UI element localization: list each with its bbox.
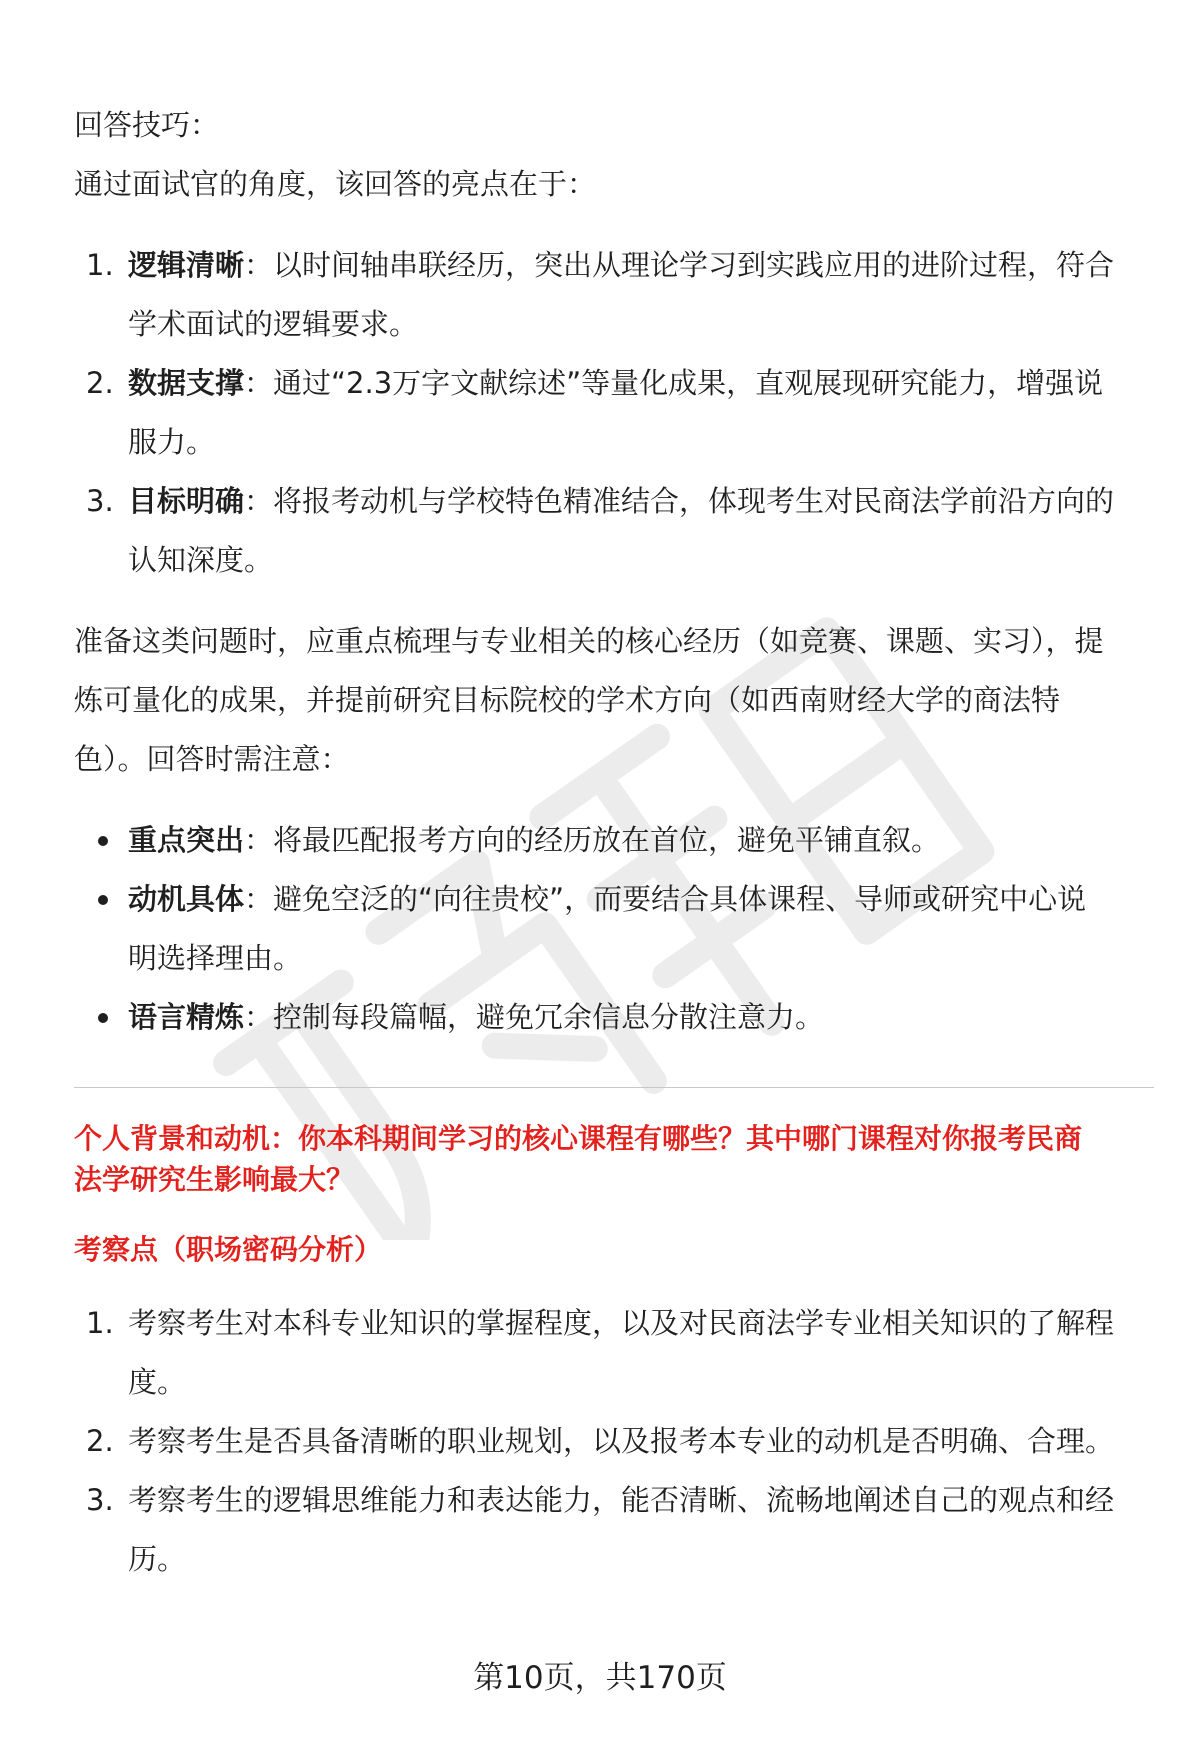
note-term: 动机具体 — [128, 882, 245, 916]
question-heading — [74, 1118, 1154, 1200]
list-item — [74, 1412, 1154, 1471]
list-item — [74, 1471, 1154, 1589]
exam-point-text-cont: 历。 — [128, 1542, 187, 1576]
highlights-list — [74, 236, 1154, 590]
highlight-term: 数据支撑 — [128, 366, 245, 400]
list-number: 2. — [86, 1424, 114, 1458]
note-text: ：避免空泛的“向往贵校”，而要结合具体课程、导师或研究中心说 — [244, 882, 1087, 916]
exam-point-text: 考察考生的逻辑思维能力和表达能力，能否清晰、流畅地阐述自己的观点和经 — [128, 1483, 1115, 1517]
highlight-text-cont: 服力。 — [128, 425, 216, 459]
highlight-term: 目标明确 — [128, 484, 245, 518]
list-item — [74, 1294, 1154, 1412]
page-footer: 第10页，共170页 — [473, 1660, 727, 1696]
highlight-text: ：将报考动机与学校特色精准结合，体现考生对民商法学前沿方向的 — [244, 484, 1115, 518]
list-number: 3. — [86, 1483, 114, 1517]
exam-points-list — [74, 1294, 1154, 1589]
tips-heading: 回答技巧： — [74, 108, 220, 142]
list-item — [74, 870, 1154, 988]
highlight-text-cont: 学术面试的逻辑要求。 — [128, 307, 419, 341]
highlight-text-cont: 认知深度。 — [128, 543, 274, 577]
question-line: 法学研究生影响最大？ — [74, 1163, 355, 1196]
note-text: ：控制每段篇幅，避免冗余信息分散注意力。 — [244, 1000, 825, 1034]
highlight-term: 逻辑清晰 — [128, 248, 245, 282]
bullet-icon — [98, 1013, 108, 1023]
list-item — [74, 811, 1154, 870]
list-item — [74, 236, 1154, 354]
document-page — [74, 96, 1154, 1589]
bullet-icon — [98, 836, 108, 846]
list-number: 3. — [86, 484, 114, 518]
bullet-icon — [98, 895, 108, 905]
highlight-text: ：通过“2.3万字文献综述”等量化成果，直观展现研究能力，增强说 — [244, 366, 1104, 400]
notes-list — [74, 811, 1154, 1047]
note-text: ：将最匹配报考方向的经历放在首位，避免平铺直叙。 — [244, 823, 941, 857]
list-number: 1. — [86, 1306, 114, 1340]
list-number: 1. — [86, 248, 114, 282]
section-divider — [74, 1087, 1154, 1088]
exam-point-text-cont: 度。 — [128, 1365, 187, 1399]
question-line: 个人背景和动机：你本科期间学习的核心课程有哪些？其中哪门课程对你报考民商 — [74, 1122, 1083, 1155]
exam-heading: 考察点（职场密码分析） — [74, 1233, 383, 1266]
prep-paragraph — [74, 612, 1154, 789]
highlight-text: ：以时间轴串联经历，突出从理论学习到实践应用的进阶过程，符合 — [244, 248, 1115, 282]
list-item — [74, 472, 1154, 590]
note-term: 重点突出 — [128, 823, 245, 857]
list-number: 2. — [86, 366, 114, 400]
prep-line: 准备这类问题时，应重点梳理与专业相关的核心经历（如竞赛、课题、实习），提 — [74, 624, 1104, 658]
tips-intro: 通过面试官的角度，该回答的亮点在于： — [74, 167, 597, 201]
prep-line: 炼可量化的成果，并提前研究目标院校的学术方向（如西南财经大学的商法特 — [74, 683, 1061, 717]
list-item — [74, 988, 1154, 1047]
note-term: 语言精炼 — [128, 1000, 245, 1034]
exam-point-text: 考察考生是否具备清晰的职业规划，以及报考本专业的动机是否明确、合理。 — [128, 1424, 1115, 1458]
exam-point-text: 考察考生对本科专业知识的掌握程度，以及对民商法学专业相关知识的了解程 — [128, 1306, 1115, 1340]
list-item — [74, 354, 1154, 472]
prep-line: 色）。回答时需注意： — [74, 742, 350, 776]
note-text-cont: 明选择理由。 — [128, 941, 303, 975]
